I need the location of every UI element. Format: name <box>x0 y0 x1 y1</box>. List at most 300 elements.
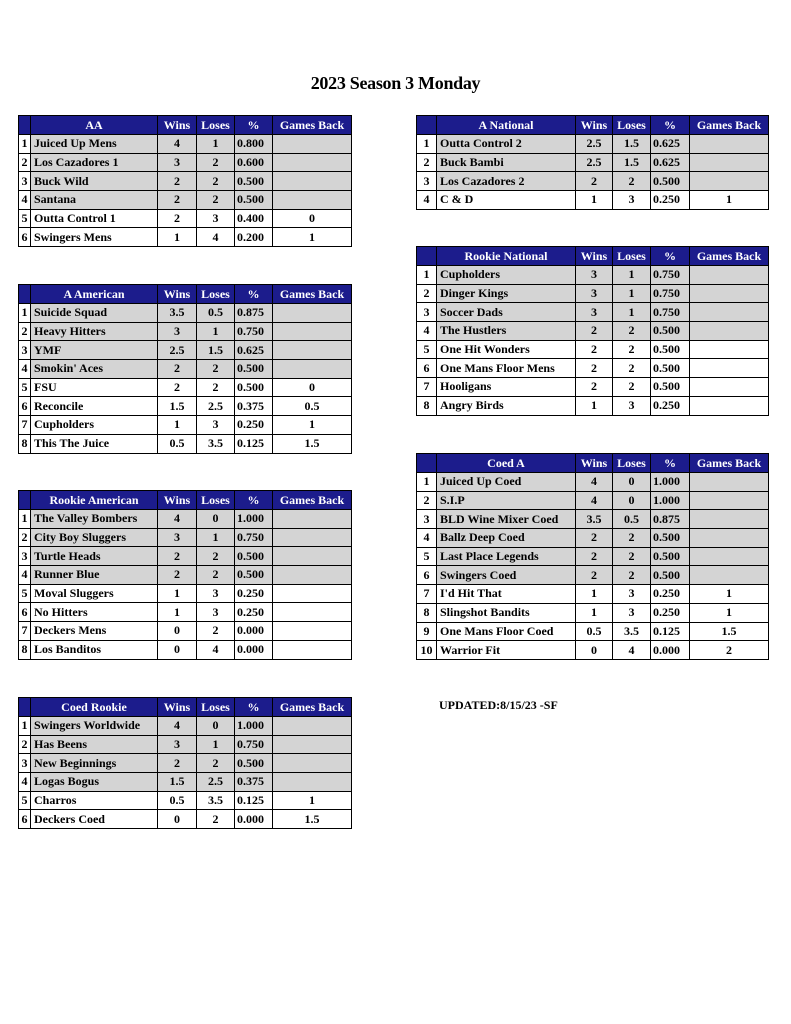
loses-cell: 2 <box>197 191 235 210</box>
games-back-cell <box>273 566 352 585</box>
rank-cell: 2 <box>417 153 437 172</box>
table-row <box>417 266 769 285</box>
games-back-cell <box>273 754 352 773</box>
games-back-cell <box>273 547 352 566</box>
team-name-cell: Moval Sluggers <box>31 584 158 603</box>
wins-cell: 3 <box>576 303 613 322</box>
wins-cell: 3 <box>158 528 197 547</box>
wins-column-header: Wins <box>158 116 197 135</box>
loses-column-header: Loses <box>197 285 235 304</box>
games-back-cell <box>690 284 769 303</box>
wins-cell: 4 <box>158 510 197 529</box>
table-row <box>19 566 352 585</box>
pct-cell: 0.250 <box>651 603 690 622</box>
rank-cell: 4 <box>19 566 31 585</box>
team-name-cell: Cupholders <box>437 266 576 285</box>
table-row <box>417 585 769 604</box>
team-name-cell: S.I.P <box>437 491 576 510</box>
pct-cell: 0.250 <box>651 585 690 604</box>
games-back-cell: 2 <box>690 641 769 660</box>
games-back-cell <box>273 510 352 529</box>
loses-cell: 3 <box>613 396 651 415</box>
team-name-cell: Angry Birds <box>437 396 576 415</box>
wins-column-header: Wins <box>576 247 613 266</box>
table-row <box>19 228 352 247</box>
team-name-cell: Runner Blue <box>31 566 158 585</box>
standings-table-rookie-american <box>18 490 352 660</box>
team-name-cell: Los Banditos <box>31 640 158 659</box>
table-row <box>417 153 769 172</box>
rank-cell: 8 <box>417 603 437 622</box>
wins-cell: 2 <box>158 191 197 210</box>
wins-column-header: Wins <box>158 491 197 510</box>
standings-table-coed-a <box>416 453 769 660</box>
games-back-column-header: Games Back <box>690 247 769 266</box>
loses-cell: 0.5 <box>613 510 651 529</box>
team-name-cell: The Valley Bombers <box>31 510 158 529</box>
loses-column-header: Loses <box>197 491 235 510</box>
wins-cell: 3 <box>158 735 197 754</box>
pct-cell: 0.875 <box>651 510 690 529</box>
loses-cell: 3.5 <box>613 622 651 641</box>
team-name-cell: Ballz Deep Coed <box>437 529 576 548</box>
rank-cell: 3 <box>19 172 31 191</box>
rank-cell: 1 <box>19 304 31 323</box>
header-rank-cell <box>417 247 437 266</box>
games-back-cell: 1 <box>690 191 769 210</box>
games-back-column-header: Games Back <box>690 454 769 473</box>
table-row <box>417 191 769 210</box>
team-name-cell: Reconcile <box>31 397 158 416</box>
table-row <box>19 717 352 736</box>
loses-cell: 1.5 <box>197 341 235 360</box>
wins-column-header: Wins <box>576 116 613 135</box>
wins-cell: 2 <box>158 378 197 397</box>
table-row <box>19 547 352 566</box>
rank-cell: 6 <box>19 228 31 247</box>
loses-cell: 2.5 <box>197 773 235 792</box>
pct-cell: 0.500 <box>235 191 273 210</box>
games-back-cell <box>690 340 769 359</box>
pct-cell: 0.500 <box>651 529 690 548</box>
table-row <box>417 491 769 510</box>
pct-cell: 1.000 <box>651 491 690 510</box>
team-name-cell: Logas Bogus <box>31 773 158 792</box>
team-name-cell: Warrior Fit <box>437 641 576 660</box>
table-row <box>19 153 352 172</box>
rank-cell: 3 <box>19 341 31 360</box>
rank-cell: 3 <box>417 510 437 529</box>
rank-cell: 2 <box>417 491 437 510</box>
rank-cell: 4 <box>19 773 31 792</box>
rank-cell: 2 <box>19 153 31 172</box>
rank-cell: 5 <box>19 378 31 397</box>
division-name-header: AA <box>31 116 158 135</box>
wins-cell: 2 <box>576 378 613 397</box>
pct-cell: 0.250 <box>235 584 273 603</box>
rank-cell: 3 <box>19 754 31 773</box>
rank-cell: 8 <box>19 640 31 659</box>
team-name-cell: Charros <box>31 791 158 810</box>
games-back-column-header: Games Back <box>273 116 352 135</box>
loses-cell: 2 <box>197 810 235 829</box>
games-back-cell <box>690 153 769 172</box>
rank-cell: 7 <box>19 622 31 641</box>
table-row <box>417 396 769 415</box>
team-name-cell: Juiced Up Mens <box>31 135 158 154</box>
table-header-row <box>417 454 769 473</box>
rank-cell: 6 <box>19 397 31 416</box>
loses-cell: 1.5 <box>613 153 651 172</box>
loses-cell: 2 <box>613 172 651 191</box>
updated-note: UPDATED:8/15/23 -SF <box>439 698 558 712</box>
header-rank-cell <box>19 491 31 510</box>
loses-cell: 2 <box>197 547 235 566</box>
loses-cell: 2 <box>613 547 651 566</box>
wins-column-header: Wins <box>158 698 197 717</box>
games-back-cell: 0 <box>273 209 352 228</box>
wins-column-header: Wins <box>158 285 197 304</box>
games-back-cell <box>690 378 769 397</box>
table-row <box>417 473 769 492</box>
table-row <box>417 510 769 529</box>
wins-cell: 3 <box>576 266 613 285</box>
rank-cell: 9 <box>417 622 437 641</box>
wins-cell: 1 <box>576 603 613 622</box>
games-back-cell: 0.5 <box>273 397 352 416</box>
loses-cell: 2 <box>197 754 235 773</box>
loses-cell: 3 <box>197 584 235 603</box>
team-name-cell: Los Cazadores 2 <box>437 172 576 191</box>
loses-cell: 2 <box>197 360 235 379</box>
table-row <box>19 322 352 341</box>
table-row <box>19 603 352 622</box>
wins-cell: 1 <box>576 585 613 604</box>
loses-cell: 1 <box>197 322 235 341</box>
games-back-cell <box>273 304 352 323</box>
table-row <box>19 510 352 529</box>
games-back-cell: 1 <box>690 603 769 622</box>
games-back-cell <box>273 717 352 736</box>
team-name-cell: City Boy Sluggers <box>31 528 158 547</box>
team-name-cell: One Mans Floor Mens <box>437 359 576 378</box>
loses-cell: 2 <box>613 378 651 397</box>
table-row <box>19 378 352 397</box>
pct-cell: 0.750 <box>235 735 273 754</box>
pct-cell: 0.500 <box>651 172 690 191</box>
loses-cell: 2 <box>613 340 651 359</box>
pct-column-header: % <box>235 116 273 135</box>
rank-cell: 4 <box>417 529 437 548</box>
standings-table-coed-rookie <box>18 697 352 829</box>
wins-cell: 2 <box>576 172 613 191</box>
wins-cell: 2.5 <box>576 153 613 172</box>
games-back-cell <box>690 303 769 322</box>
wins-cell: 4 <box>576 491 613 510</box>
loses-cell: 1 <box>613 284 651 303</box>
table-row <box>417 378 769 397</box>
games-back-cell <box>273 172 352 191</box>
rank-cell: 5 <box>417 547 437 566</box>
loses-cell: 3 <box>197 209 235 228</box>
rank-cell: 3 <box>19 547 31 566</box>
pct-cell: 0.500 <box>651 359 690 378</box>
team-name-cell: I'd Hit That <box>437 585 576 604</box>
wins-cell: 4 <box>158 717 197 736</box>
wins-cell: 2.5 <box>158 341 197 360</box>
games-back-cell <box>273 584 352 603</box>
games-back-cell <box>690 172 769 191</box>
team-name-cell: Deckers Coed <box>31 810 158 829</box>
pct-cell: 0.500 <box>235 172 273 191</box>
loses-cell: 2 <box>613 566 651 585</box>
team-name-cell: Soccer Dads <box>437 303 576 322</box>
pct-cell: 1.000 <box>235 510 273 529</box>
games-back-cell: 1.5 <box>690 622 769 641</box>
loses-cell: 2 <box>197 153 235 172</box>
division-name-header: Rookie American <box>31 491 158 510</box>
wins-cell: 3.5 <box>576 510 613 529</box>
pct-cell: 0.750 <box>235 322 273 341</box>
pct-cell: 0.500 <box>651 566 690 585</box>
rank-cell: 3 <box>417 172 437 191</box>
rank-cell: 7 <box>417 585 437 604</box>
pct-cell: 0.750 <box>651 266 690 285</box>
loses-cell: 0.5 <box>197 304 235 323</box>
table-header-row <box>19 491 352 510</box>
page-title: 2023 Season 3 Monday <box>310 73 481 93</box>
pct-column-header: % <box>651 247 690 266</box>
loses-cell: 3 <box>613 191 651 210</box>
team-name-cell: Slingshot Bandits <box>437 603 576 622</box>
pct-cell: 0.500 <box>235 378 273 397</box>
rank-cell: 8 <box>19 434 31 453</box>
header-rank-cell <box>19 698 31 717</box>
table-row <box>19 640 352 659</box>
table-row <box>417 603 769 622</box>
games-back-cell <box>690 396 769 415</box>
games-back-cell <box>690 566 769 585</box>
pct-cell: 0.500 <box>651 322 690 341</box>
games-back-cell <box>273 135 352 154</box>
rank-cell: 1 <box>19 135 31 154</box>
games-back-cell <box>690 359 769 378</box>
wins-cell: 0 <box>576 641 613 660</box>
team-name-cell: YMF <box>31 341 158 360</box>
table-row <box>417 284 769 303</box>
wins-cell: 2 <box>576 547 613 566</box>
wins-cell: 3 <box>576 284 613 303</box>
pct-cell: 0.250 <box>235 416 273 435</box>
rank-cell: 5 <box>417 340 437 359</box>
loses-cell: 3 <box>197 416 235 435</box>
team-name-cell: Deckers Mens <box>31 622 158 641</box>
loses-cell: 3.5 <box>197 791 235 810</box>
pct-cell: 0.500 <box>235 547 273 566</box>
header-rank-cell <box>417 454 437 473</box>
wins-cell: 2 <box>576 340 613 359</box>
rank-cell: 2 <box>417 284 437 303</box>
team-name-cell: Suicide Squad <box>31 304 158 323</box>
table-header-row <box>19 698 352 717</box>
games-back-cell <box>690 322 769 341</box>
wins-cell: 3.5 <box>158 304 197 323</box>
pct-cell: 0.750 <box>235 528 273 547</box>
rank-cell: 4 <box>19 360 31 379</box>
team-name-cell: Buck Bambi <box>437 153 576 172</box>
wins-cell: 3 <box>158 153 197 172</box>
games-back-cell <box>273 341 352 360</box>
rank-cell: 10 <box>417 641 437 660</box>
rank-cell: 6 <box>417 566 437 585</box>
standings-table-aa <box>18 115 352 247</box>
pct-cell: 0.750 <box>651 303 690 322</box>
games-back-cell <box>690 266 769 285</box>
loses-cell: 2.5 <box>197 397 235 416</box>
pct-cell: 0.000 <box>235 622 273 641</box>
table-row <box>417 322 769 341</box>
team-name-cell: Cupholders <box>31 416 158 435</box>
games-back-cell <box>690 547 769 566</box>
games-back-cell <box>273 322 352 341</box>
team-name-cell: Dinger Kings <box>437 284 576 303</box>
wins-cell: 2 <box>576 322 613 341</box>
loses-cell: 2 <box>197 172 235 191</box>
loses-cell: 0 <box>613 473 651 492</box>
standings-table-a-american <box>18 284 352 454</box>
rank-cell: 1 <box>19 510 31 529</box>
loses-cell: 3.5 <box>197 434 235 453</box>
loses-cell: 0 <box>197 717 235 736</box>
team-name-cell: One Hit Wonders <box>437 340 576 359</box>
table-row <box>19 754 352 773</box>
table-row <box>417 303 769 322</box>
games-back-cell <box>690 529 769 548</box>
wins-cell: 2 <box>158 754 197 773</box>
pct-cell: 0.375 <box>235 773 273 792</box>
pct-cell: 0.600 <box>235 153 273 172</box>
pct-cell: 0.500 <box>235 754 273 773</box>
games-back-cell: 1 <box>273 416 352 435</box>
games-back-cell <box>273 773 352 792</box>
loses-cell: 1 <box>613 266 651 285</box>
rank-cell: 2 <box>19 528 31 547</box>
pct-cell: 1.000 <box>235 717 273 736</box>
rank-cell: 5 <box>19 791 31 810</box>
pct-column-header: % <box>235 285 273 304</box>
pct-cell: 0.400 <box>235 209 273 228</box>
pct-cell: 0.625 <box>651 153 690 172</box>
header-rank-cell <box>19 285 31 304</box>
loses-cell: 2 <box>197 622 235 641</box>
rank-cell: 6 <box>19 603 31 622</box>
loses-cell: 2 <box>197 566 235 585</box>
wins-cell: 1 <box>158 228 197 247</box>
team-name-cell: Last Place Legends <box>437 547 576 566</box>
loses-column-header: Loses <box>613 116 651 135</box>
table-row <box>19 528 352 547</box>
division-name-header: Rookie National <box>437 247 576 266</box>
header-rank-cell <box>19 116 31 135</box>
standings-table-rookie-national <box>416 246 769 416</box>
games-back-cell <box>273 153 352 172</box>
team-name-cell: FSU <box>31 378 158 397</box>
team-name-cell: The Hustlers <box>437 322 576 341</box>
team-name-cell: Swingers Worldwide <box>31 717 158 736</box>
wins-cell: 2 <box>158 547 197 566</box>
wins-cell: 2 <box>158 566 197 585</box>
table-row <box>19 360 352 379</box>
pct-cell: 0.250 <box>651 191 690 210</box>
team-name-cell: Buck Wild <box>31 172 158 191</box>
team-name-cell: Hooligans <box>437 378 576 397</box>
wins-cell: 1.5 <box>158 397 197 416</box>
pct-cell: 0.800 <box>235 135 273 154</box>
team-name-cell: C & D <box>437 191 576 210</box>
loses-cell: 2 <box>613 322 651 341</box>
wins-cell: 0 <box>158 810 197 829</box>
table-row <box>19 791 352 810</box>
wins-cell: 2 <box>158 209 197 228</box>
table-row <box>417 135 769 154</box>
rank-cell: 4 <box>417 322 437 341</box>
wins-cell: 0 <box>158 622 197 641</box>
rank-cell: 1 <box>417 135 437 154</box>
loses-cell: 4 <box>197 640 235 659</box>
wins-cell: 4 <box>158 135 197 154</box>
team-name-cell: One Mans Floor Coed <box>437 622 576 641</box>
table-row <box>19 341 352 360</box>
pct-cell: 0.500 <box>235 566 273 585</box>
wins-cell: 3 <box>158 322 197 341</box>
wins-cell: 2 <box>158 360 197 379</box>
wins-cell: 1 <box>158 416 197 435</box>
pct-cell: 0.750 <box>651 284 690 303</box>
table-row <box>417 622 769 641</box>
wins-cell: 1 <box>158 584 197 603</box>
team-name-cell: Los Cazadores 1 <box>31 153 158 172</box>
rank-cell: 7 <box>417 378 437 397</box>
loses-column-header: Loses <box>613 247 651 266</box>
pct-column-header: % <box>651 116 690 135</box>
rank-cell: 5 <box>19 584 31 603</box>
table-row <box>19 773 352 792</box>
wins-cell: 0.5 <box>158 791 197 810</box>
table-row <box>19 810 352 829</box>
header-rank-cell <box>417 116 437 135</box>
games-back-cell <box>273 528 352 547</box>
games-back-cell: 1 <box>273 228 352 247</box>
rank-cell: 8 <box>417 396 437 415</box>
team-name-cell: New Beginnings <box>31 754 158 773</box>
table-row <box>19 135 352 154</box>
team-name-cell: Outta Control 2 <box>437 135 576 154</box>
division-name-header: A National <box>437 116 576 135</box>
team-name-cell: No Hitters <box>31 603 158 622</box>
pct-column-header: % <box>651 454 690 473</box>
team-name-cell: Smokin' Aces <box>31 360 158 379</box>
loses-column-header: Loses <box>197 698 235 717</box>
table-row <box>19 304 352 323</box>
pct-cell: 0.500 <box>235 360 273 379</box>
standings-table-a-national <box>416 115 769 210</box>
table-row <box>19 209 352 228</box>
games-back-cell: 1 <box>690 585 769 604</box>
games-back-cell <box>273 640 352 659</box>
loses-cell: 2 <box>613 529 651 548</box>
table-row <box>19 397 352 416</box>
games-back-column-header: Games Back <box>273 285 352 304</box>
